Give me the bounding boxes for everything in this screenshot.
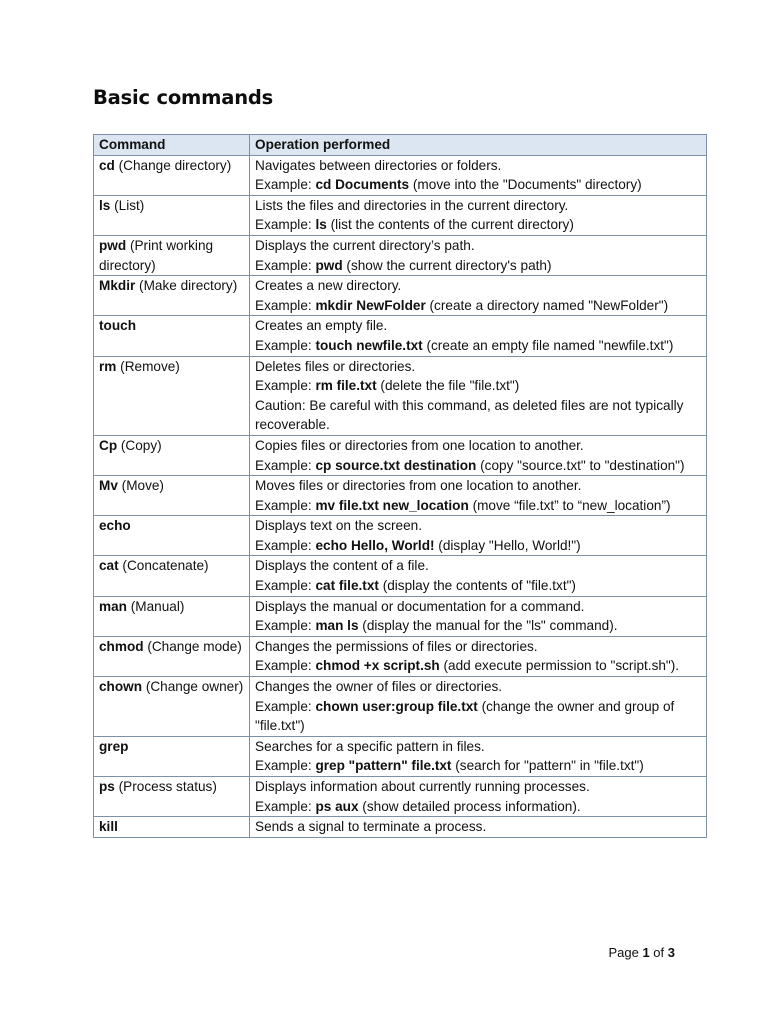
example-label: Example: [255,217,316,233]
operation-text: Deletes files or directories. [255,358,416,374]
command-cell [94,556,250,596]
operation-text: Changes the permissions of files or directories. [255,638,538,654]
example-command: ps aux [315,798,359,814]
table-row [94,817,707,838]
operation-cell [250,636,707,676]
example-label: Example: [255,297,316,313]
operation-text: Caution: Be careful with this command, as deleted files are not typically recoverable. [255,397,684,433]
operation-text: Changes the owner of files or directories. [255,679,503,695]
operation-cell [250,356,707,435]
table-row [94,195,707,235]
command-description: (Manual) [126,598,185,614]
example-explanation: (move into the "Documents" directory) [409,177,642,193]
command-cell [94,435,250,475]
command-name: Mv [99,478,118,494]
example-label: Example: [255,257,316,273]
table-row [94,677,707,737]
example-line [255,576,702,596]
example-command: chmod +x script.sh [315,658,440,674]
command-name: pwd [99,237,127,253]
command-cell [94,677,250,737]
example-command: rm file.txt [315,378,377,394]
command-name: kill [99,819,118,835]
operation-text: Displays the manual or documentation for a command. [255,598,585,614]
command-cell [94,155,250,195]
example-explanation: (delete the file "file.txt") [376,378,520,394]
example-explanation: (create an empty file named "newfile.txt") [422,337,674,353]
example-label: Example: [255,798,316,814]
operation-cell [250,516,707,556]
example-line [255,656,702,676]
example-line [255,175,702,195]
command-name: chown [99,679,143,695]
example-line [255,496,702,516]
command-name: echo [99,518,131,534]
table-row [94,596,707,636]
header-command: Command [94,135,250,156]
current-page: 1 [642,945,650,960]
operation-text: Lists the files and directories in the current directory. [255,197,569,213]
command-cell [94,195,250,235]
example-command: echo Hello, World! [315,537,435,553]
operation-cell [250,235,707,275]
operation-text: Creates a new directory. [255,278,402,294]
table-row [94,516,707,556]
command-cell [94,316,250,356]
example-line [255,256,702,276]
table-row [94,736,707,776]
table-row [94,276,707,316]
example-explanation: (show the current directory's path) [342,257,552,273]
example-label: Example: [255,618,316,634]
example-command: grep "pattern" file.txt [315,758,452,774]
example-label: Example: [255,698,316,714]
example-label: Example: [255,537,316,553]
operation-text: Displays information about currently running processes. [255,779,590,794]
command-cell [94,736,250,776]
operation-text: Searches for a specific pattern in files. [255,738,485,754]
commands-table [93,134,707,838]
command-name: Mkdir [99,278,136,294]
example-explanation: (move “file.txt” to “new_location”) [468,497,671,513]
example-command: man ls [315,618,359,634]
command-description: (Concatenate) [118,558,209,574]
operation-cell [250,316,707,356]
operation-cell [250,817,707,838]
table-row [94,235,707,275]
example-line [255,296,702,316]
example-line [255,616,702,636]
page-title: Basic commands [93,86,274,109]
table-body [94,155,707,837]
example-explanation: (display the manual for the "ls" command). [358,618,618,634]
operation-cell [250,435,707,475]
operation-cell [250,596,707,636]
example-command: pwd [315,257,343,273]
operation-text: Copies files or directories from one location to another. [255,437,584,453]
example-label: Example: [255,177,316,193]
operation-text: Moves files or directories from one location to another. [255,478,582,494]
command-description: (Copy) [117,437,162,453]
command-name: cd [99,157,115,173]
example-command: mv file.txt new_location [315,497,469,513]
example-explanation: (change the owner and group of "file.txt") [255,698,675,734]
operation-cell [250,155,707,195]
command-cell [94,777,250,817]
example-line [255,797,702,817]
example-explanation: (list the contents of the current directory) [326,217,574,233]
example-label: Example: [255,337,316,353]
operation-cell [250,195,707,235]
table-header-row [94,135,707,156]
command-description: (Remove) [116,358,180,374]
example-line [255,336,702,356]
command-description: (List) [110,197,145,213]
operation-text: Creates an empty file. [255,318,388,334]
operation-cell [250,736,707,776]
command-description: (Process status) [114,779,217,794]
example-explanation: (add execute permission to "script.sh"). [439,658,680,674]
command-cell [94,276,250,316]
operation-cell [250,777,707,817]
operation-text: Displays text on the screen. [255,518,422,534]
example-command: chown user:group file.txt [315,698,478,714]
header-operation: Operation performed [250,135,707,156]
command-cell [94,235,250,275]
example-line [255,456,702,476]
page-number [608,945,675,960]
page-label: Page [608,945,643,960]
command-description: (Change directory) [114,157,232,173]
command-name: man [99,598,127,614]
command-cell [94,817,250,838]
example-command: cat file.txt [315,578,379,594]
example-explanation: (display "Hello, World!") [434,537,581,553]
operation-cell [250,476,707,516]
command-cell [94,476,250,516]
table-row [94,476,707,516]
operation-cell [250,677,707,737]
example-explanation: (display the contents of "file.txt") [378,578,576,594]
command-name: grep [99,738,129,754]
command-name: chmod [99,638,144,654]
command-name: ps [99,779,115,794]
operation-cell [250,556,707,596]
command-name: touch [99,318,136,334]
example-label: Example: [255,658,316,674]
example-label: Example: [255,378,316,394]
example-command: cd Documents [315,177,410,193]
example-explanation: (copy "source.txt" to "destination") [476,457,685,473]
example-label: Example: [255,758,316,774]
command-description: (Make directory) [135,278,238,294]
command-description: (Print working directory) [99,237,214,273]
command-cell [94,356,250,435]
example-label: Example: [255,578,316,594]
example-line [255,215,702,235]
example-label: Example: [255,497,316,513]
example-command: cp source.txt destination [315,457,477,473]
example-line [255,376,702,396]
example-command: mkdir NewFolder [315,297,426,313]
command-cell [94,636,250,676]
table-row [94,316,707,356]
command-cell [94,596,250,636]
operation-text: Displays the current directory’s path. [255,237,475,253]
table-row [94,636,707,676]
example-explanation: (create a directory named "NewFolder") [425,297,669,313]
of-label: of [649,945,668,960]
table-row [94,356,707,435]
example-line [255,536,702,556]
operation-text: Sends a signal to terminate a process. [255,819,487,835]
operation-cell [250,276,707,316]
example-line [255,697,702,736]
command-description: (Change mode) [143,638,242,654]
table-row [94,777,707,817]
operation-text: Displays the content of a file. [255,558,429,574]
example-command: touch newfile.txt [315,337,423,353]
example-explanation: (search for "pattern" in "file.txt") [451,758,644,774]
command-description: (Change owner) [142,679,244,695]
example-command: ls [315,217,327,233]
example-label: Example: [255,457,316,473]
operation-text: Navigates between directories or folders. [255,157,502,173]
example-explanation: (show detailed process information). [358,798,581,814]
total-pages: 3 [667,945,675,960]
table-row [94,556,707,596]
table-row [94,435,707,475]
command-name: ls [99,197,111,213]
command-name: Cp [99,437,118,453]
example-line [255,756,702,776]
command-name: rm [99,358,117,374]
command-name: cat [99,558,119,574]
table-row [94,155,707,195]
command-description: (Move) [117,478,164,494]
command-cell [94,516,250,556]
